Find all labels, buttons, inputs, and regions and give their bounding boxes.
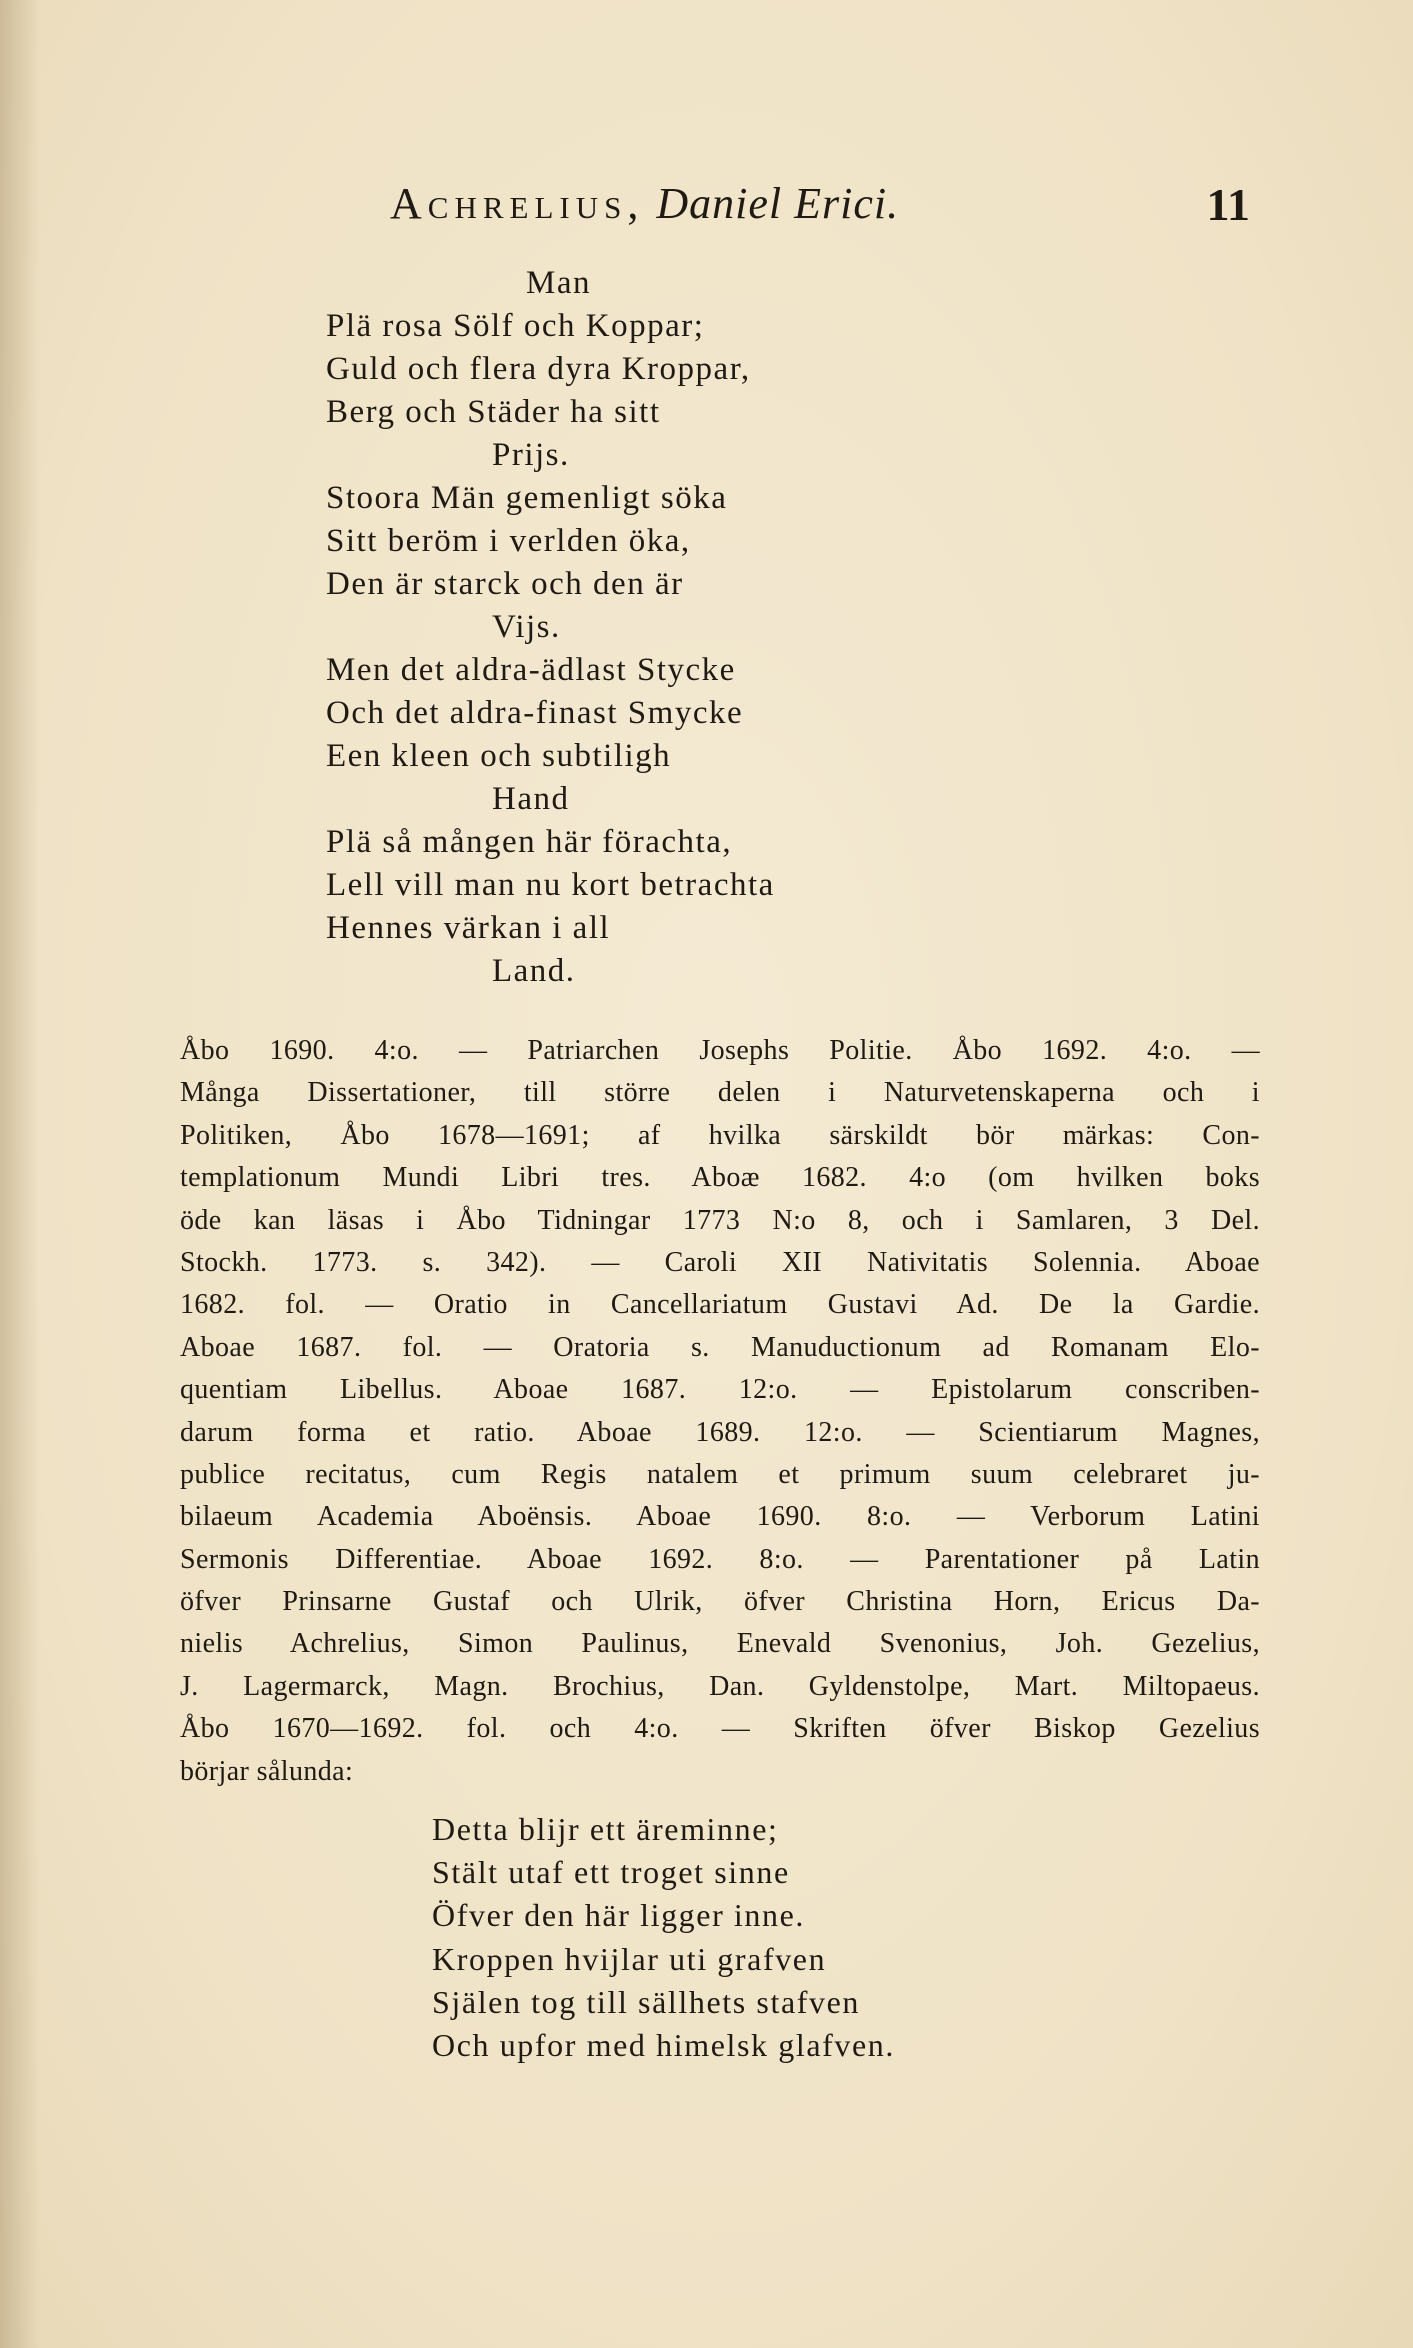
- poem-line: Stoora Män gemenligt söka: [326, 480, 728, 516]
- poem-line: Een kleen och subtiligh: [326, 738, 672, 774]
- poem-line: Lell vill man nu kort betrachta: [326, 867, 775, 903]
- running-head-title: [390, 178, 899, 229]
- epitaph-line: Öfver den här ligger inne.: [432, 1897, 806, 1934]
- prose-line: bilaeum Academia Aboënsis. Aboae 1690. 8:o. — Verborum Latini: [180, 1501, 1260, 1533]
- prose-line: öfver Prinsarne Gustaf och Ulrik, öfver Christina Horn, Ericus Da-: [180, 1586, 1260, 1618]
- header-given-name: Daniel Erici.: [656, 179, 900, 228]
- bibliography-paragraph: [180, 1030, 1260, 1793]
- poem-epitaph: [432, 1808, 1132, 2067]
- poem-line: Plä rosa Sölf och Koppar;: [326, 308, 705, 344]
- prose-line: darum forma et ratio. Aboae 1689. 12:o. — Scientiarum Magnes,: [180, 1416, 1260, 1448]
- prose-line: templationum Mundi Libri tres. Aboæ 1682. 4:o (om hvilken boks: [180, 1162, 1260, 1194]
- poem-first: [326, 262, 1026, 993]
- prose-line: Åbo 1670—1692. fol. och 4:o. — Skriften öfver Biskop Gezelius: [180, 1713, 1260, 1745]
- prose-line: öde kan läsas i Åbo Tidningar 1773 N:o 8, och i Samlaren, 3 Del.: [180, 1204, 1260, 1236]
- poem-line: Hand: [492, 781, 570, 817]
- poem-line: Vijs.: [492, 609, 561, 645]
- poem-line: Guld och flera dyra Kroppar,: [326, 351, 751, 387]
- epitaph-line: Detta blijr ett äreminne;: [432, 1811, 779, 1847]
- prose-line: Många Dissertationer, till större delen i Naturvetenskaperna och i: [180, 1077, 1260, 1109]
- poem-line: Den är starck och den är: [326, 566, 684, 602]
- prose-line: J. Lagermarck, Magn. Brochius, Dan. Gyldenstolpe, Mart. Miltopaeus.: [180, 1670, 1260, 1702]
- epitaph-line: Och upfor med himelsk glafven.: [432, 2026, 895, 2063]
- poem-line: Sitt beröm i verlden öka,: [326, 523, 691, 559]
- prose-line: börjar sålunda:: [180, 1755, 354, 1787]
- epitaph-line: Själen tog till sällhets stafven: [432, 1983, 861, 2020]
- page-gutter-shadow: [0, 0, 40, 2348]
- poem-line: Land.: [492, 953, 576, 989]
- prose-line: Aboae 1687. fol. — Oratoria s. Manuductionum ad Romanam Elo-: [180, 1331, 1260, 1363]
- epitaph-line: Kroppen hvijlar uti grafven: [432, 1940, 827, 1977]
- poem-line: Plä så mången här förachta,: [326, 824, 733, 860]
- poem-line: Hennes värkan i all: [326, 910, 611, 946]
- page-number: 11: [1206, 179, 1250, 230]
- header-surname: Achrelius,: [390, 179, 645, 228]
- poem-line: Berg och Städer ha sitt: [326, 394, 661, 430]
- running-header: [390, 178, 1250, 238]
- poem-line: Prijs.: [492, 437, 570, 473]
- prose-line: Politiken, Åbo 1678—1691; af hvilka särskildt bör märkas: Con-: [180, 1119, 1260, 1151]
- prose-line: 1682. fol. — Oratio in Cancellariatum Gustavi Ad. De la Gardie.: [180, 1289, 1260, 1321]
- prose-line: nielis Achrelius, Simon Paulinus, Enevald Svenonius, Joh. Gezelius,: [180, 1628, 1260, 1660]
- prose-line: quentiam Libellus. Aboae 1687. 12:o. — Epistolarum conscriben-: [180, 1374, 1260, 1406]
- prose-line: publice recitatus, cum Regis natalem et primum suum celebraret ju-: [180, 1458, 1260, 1490]
- prose-line: Stockh. 1773. s. 342). — Caroli XII Nativitatis Solennia. Aboae: [180, 1246, 1260, 1278]
- prose-line: Sermonis Differentiae. Aboae 1692. 8:o. — Parentationer på Latin: [180, 1543, 1260, 1575]
- prose-line: Åbo 1690. 4:o. — Patriarchen Josephs Politie. Åbo 1692. 4:o. —: [180, 1035, 1260, 1066]
- poem-line: Man: [526, 265, 591, 301]
- poem-line: Och det aldra-finast Smycke: [326, 695, 744, 731]
- poem-line: Men det aldra-ädlast Stycke: [326, 652, 736, 688]
- epitaph-line: Stält utaf ett troget sinne: [432, 1854, 790, 1891]
